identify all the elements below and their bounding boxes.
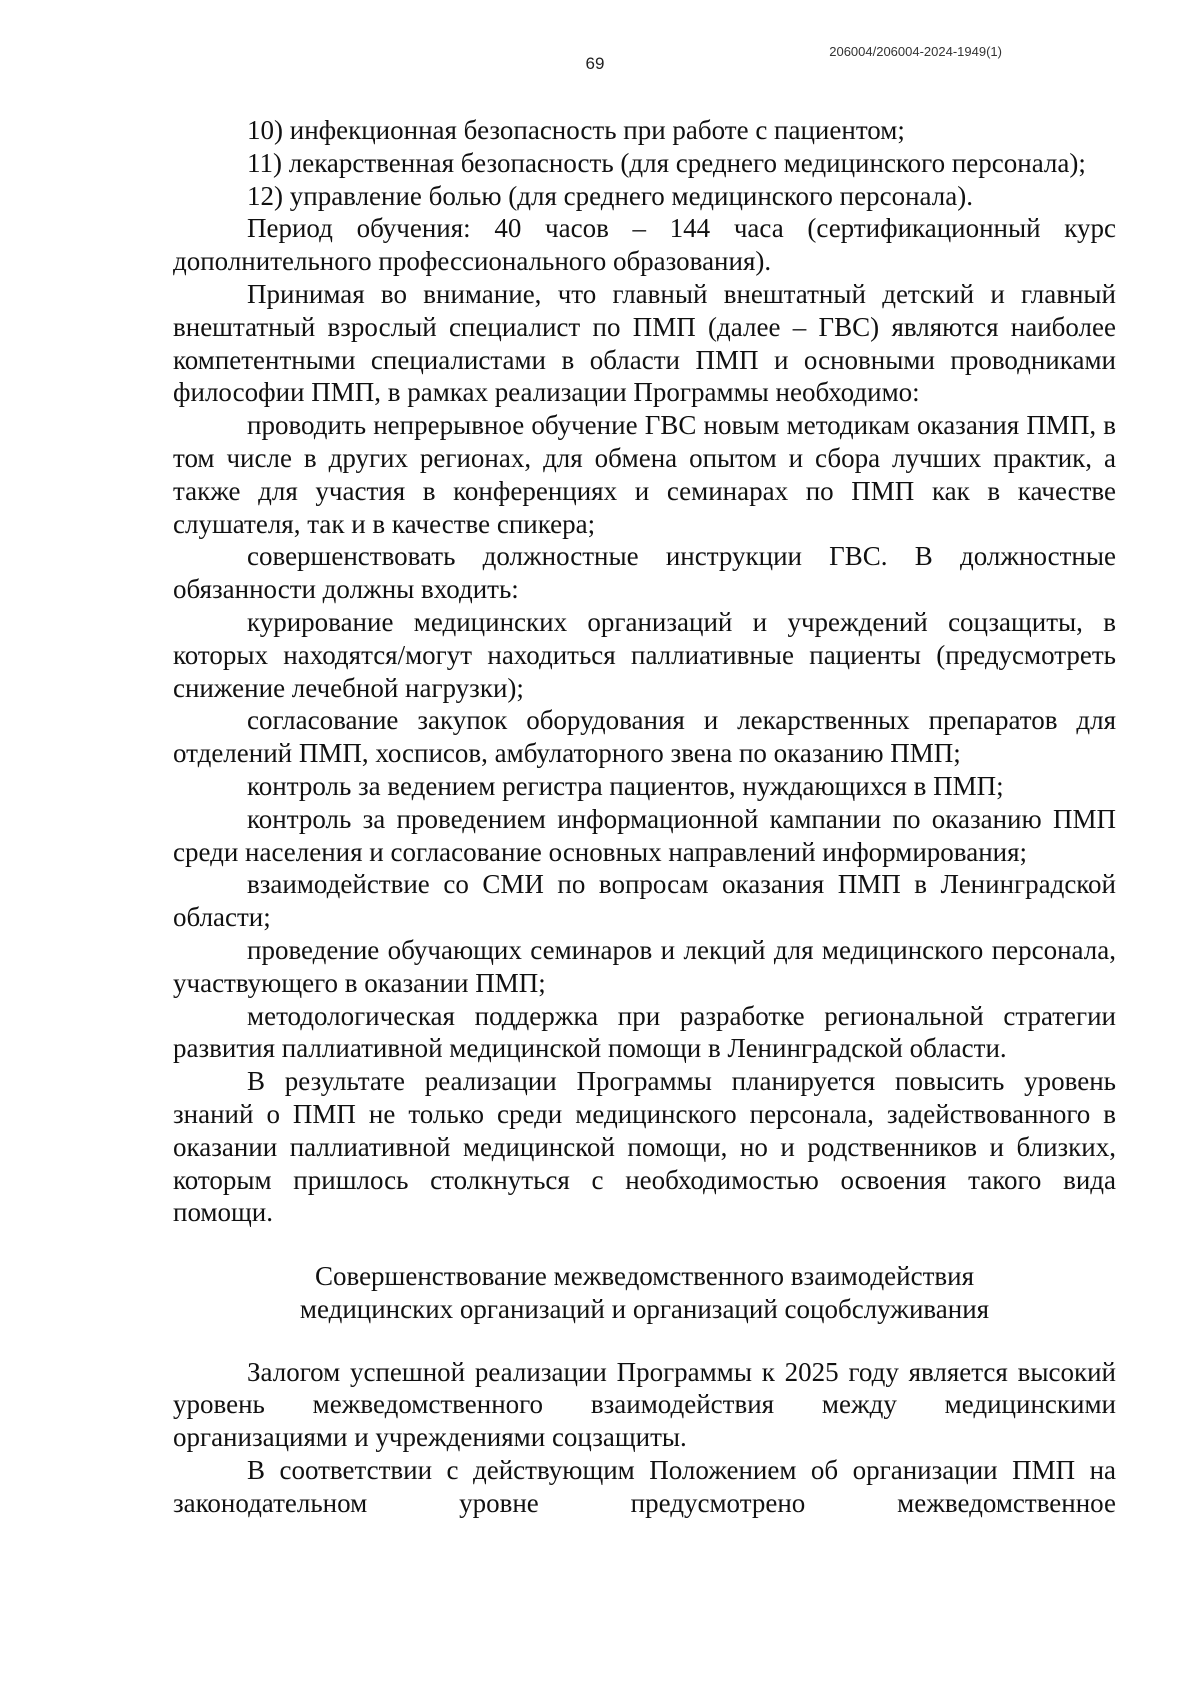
paragraph: Принимая во внимание, что главный внештатный детский и главный внештатный взрослый специалист по ПМП (далее – ГВС) являются наиболее компетентными специалистами в области ПМП и основными проводниками философии ПМП, в рамках реализации Программы необходимо:: [173, 278, 1116, 408]
paragraph: контроль за ведением регистра пациентов, нуждающихся в ПМП;: [247, 770, 1004, 801]
paragraph: методологическая поддержка при разработке региональной стратегии развития паллиативной медицинской помощи в Ленинградской области.: [173, 1000, 1116, 1064]
paragraph: 12) управление болью (для среднего медицинского персонала).: [247, 180, 973, 211]
paragraph: 11) лекарственная безопасность (для среднего медицинского персонала);: [247, 147, 1086, 178]
paragraph: 10) инфекционная безопасность при работе с пациентом;: [247, 115, 905, 145]
paragraph: проведение обучающих семинаров и лекций для медицинского персонала, участвующего в оказании ПМП;: [173, 934, 1116, 998]
section-heading-line: медицинских организаций и организаций соцобслуживания: [299, 1293, 990, 1324]
document-id: 206004/206004-2024-1949(1): [829, 44, 1002, 59]
document-body: [173, 114, 1116, 1520]
paragraph: согласование закупок оборудования и лекарственных препаратов для отделений ПМП, хосписов, амбулаторного звена по оказанию ПМП;: [173, 705, 1116, 769]
paragraph: контроль за проведением информационной кампании по оказанию ПМП среди населения и согласование основных направлений информирования;: [173, 803, 1116, 867]
paragraph: курирование медицинских организаций и учреждений соцзащиты, в которых находятся/могут находиться паллиативные пациенты (предусмотреть снижение лечебной нагрузки);: [173, 606, 1116, 703]
paragraph: Залогом успешной реализации Программы к 2025 году является высокий уровень межведомственного взаимодействия между медицинскими организациями и учреждениями соцзащиты.: [173, 1356, 1116, 1453]
paragraph: В соответствии с действующим Положением об организации ПМП на законодательном уровне предусмотрено межведомственное: [173, 1455, 1116, 1518]
paragraph: В результате реализации Программы планируется повысить уровень знаний о ПМП не только среди медицинского персонала, задействованного в оказании паллиативной медицинской помощи, но и родственников и близких, которым пришлось столкнуться с необходимостью освоения такого вида помощи.: [173, 1066, 1116, 1228]
section-heading: [173, 1260, 1116, 1326]
paragraph: совершенствовать должностные инструкции ГВС. В должностные обязанности должны входить:: [173, 541, 1116, 605]
paragraph: взаимодействие со СМИ по вопросам оказания ПМП в Ленинградской области;: [173, 869, 1116, 933]
paragraph: проводить непрерывное обучение ГВС новым методикам оказания ПМП, в том числе в других регионах, для обмена опытом и сбора лучших практик, а также для участия в конференциях и семинарах по ПМП как в качестве слушателя, так и в качестве спикера;: [173, 410, 1116, 539]
paragraph: Период обучения: 40 часов – 144 часа (сертификационный курс дополнительного профессионального образования).: [173, 213, 1116, 277]
page-number: 69: [585, 54, 605, 73]
section-heading-line: Совершенствование межведомственного взаимодействия: [314, 1261, 975, 1292]
